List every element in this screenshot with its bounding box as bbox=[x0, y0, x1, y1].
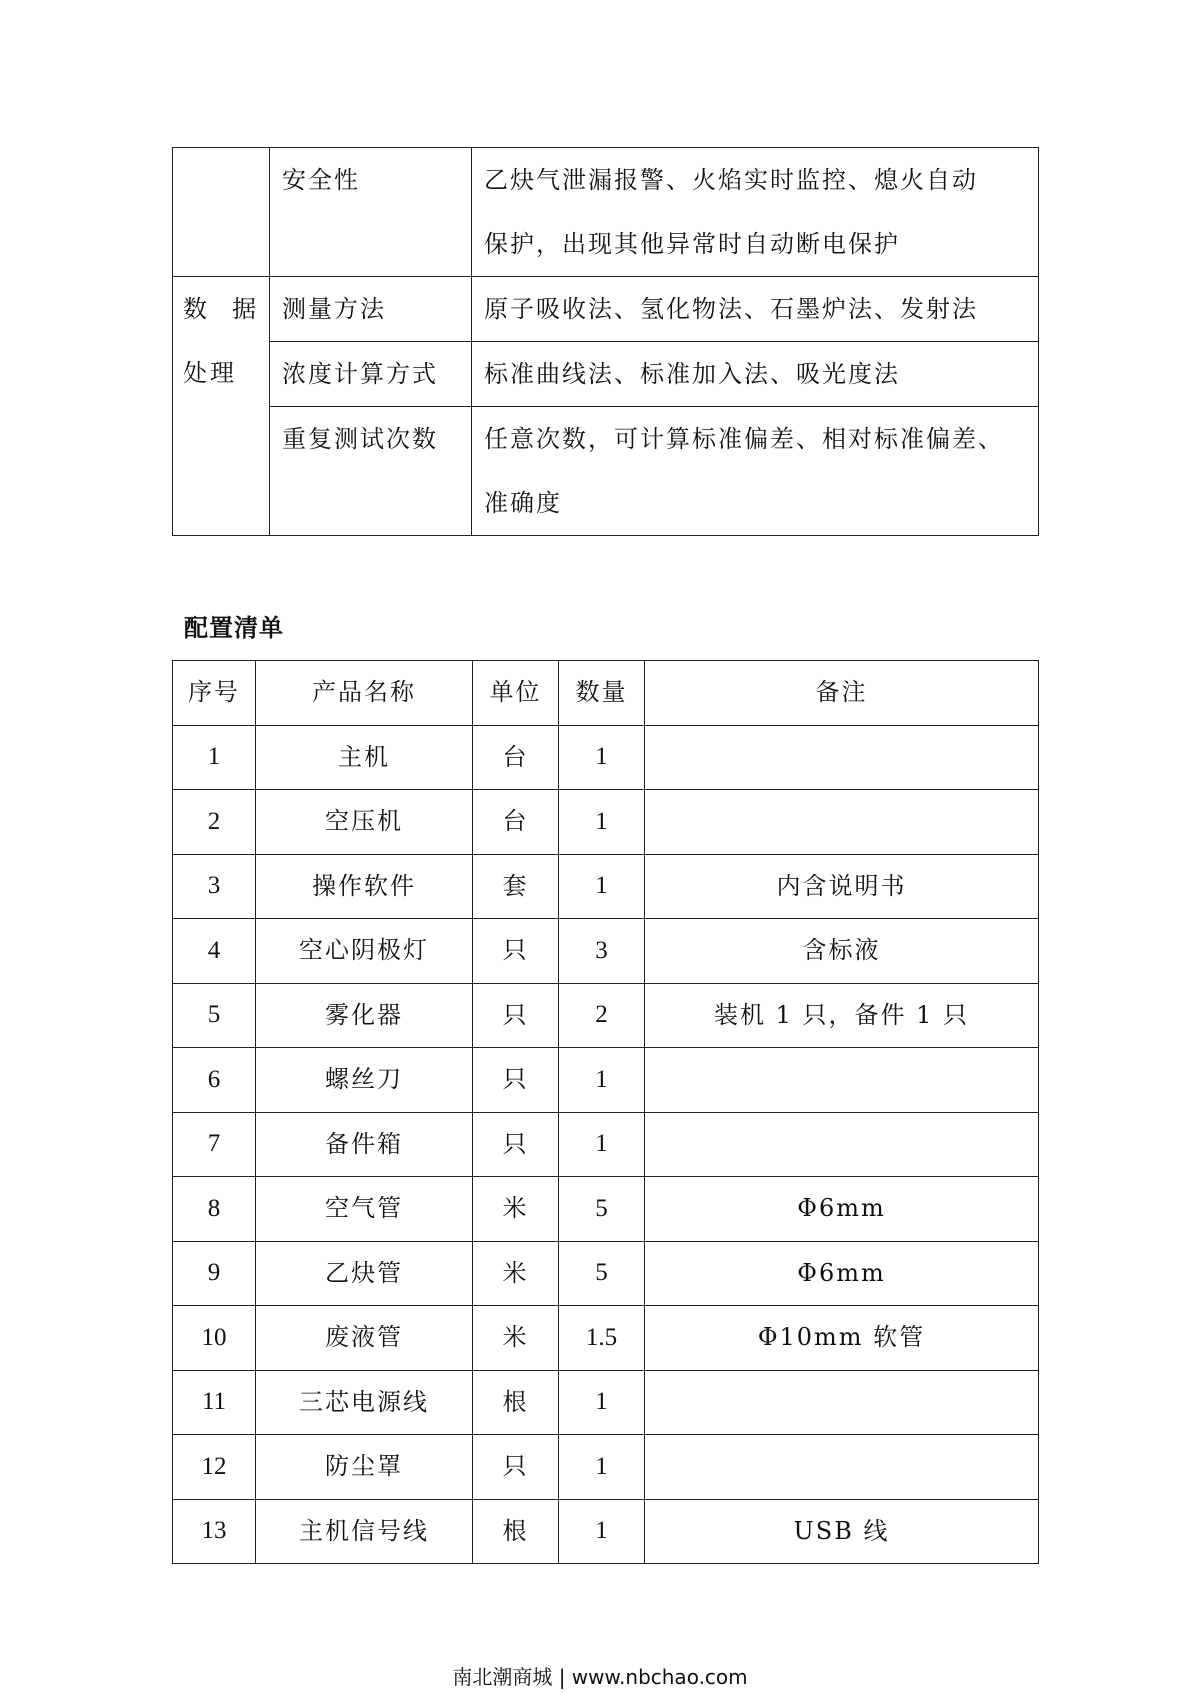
config-table bbox=[172, 660, 1039, 1564]
table-row bbox=[173, 725, 1039, 790]
cell-no: 13 bbox=[173, 1499, 256, 1564]
cell-qty: 1 bbox=[559, 1112, 645, 1177]
cell-unit: 米 bbox=[473, 1241, 559, 1306]
table-row bbox=[173, 1370, 1039, 1435]
spec-table bbox=[172, 147, 1039, 536]
cell-no: 6 bbox=[173, 1048, 256, 1113]
spec-item-desc bbox=[472, 148, 1039, 277]
spec-group-line2: 处理 bbox=[183, 359, 237, 387]
cell-name: 空气管 bbox=[256, 1177, 473, 1242]
table-row bbox=[173, 919, 1039, 984]
table-row bbox=[173, 1435, 1039, 1500]
spec-item-label: 测量方法 bbox=[270, 277, 472, 342]
cell-remark bbox=[645, 1112, 1039, 1177]
cell-no: 12 bbox=[173, 1435, 256, 1500]
cell-name: 防尘罩 bbox=[256, 1435, 473, 1500]
col-header-qty: 数量 bbox=[559, 661, 645, 726]
cell-qty: 3 bbox=[559, 919, 645, 984]
cell-unit: 根 bbox=[473, 1499, 559, 1564]
col-header-no: 序号 bbox=[173, 661, 256, 726]
spec-row-calc bbox=[173, 342, 1039, 407]
cell-no: 2 bbox=[173, 790, 256, 855]
spec-desc-line: 原子吸收法、氢化物法、石墨炉法、发射法 bbox=[484, 295, 978, 323]
cell-no: 10 bbox=[173, 1306, 256, 1371]
cell-qty: 5 bbox=[559, 1177, 645, 1242]
spec-group-char: 据 bbox=[232, 295, 259, 323]
cell-remark bbox=[645, 790, 1039, 855]
spec-item-desc bbox=[472, 277, 1039, 342]
table-row bbox=[173, 1241, 1039, 1306]
cell-qty: 1 bbox=[559, 1435, 645, 1500]
spec-item-label: 浓度计算方式 bbox=[270, 342, 472, 407]
table-row bbox=[173, 1306, 1039, 1371]
table-row bbox=[173, 790, 1039, 855]
cell-qty: 1 bbox=[559, 1048, 645, 1113]
cell-unit: 只 bbox=[473, 1435, 559, 1500]
cell-qty: 2 bbox=[559, 983, 645, 1048]
spec-desc-line: 保护，出现其他异常时自动断电保护 bbox=[484, 230, 900, 258]
cell-name: 空压机 bbox=[256, 790, 473, 855]
cell-remark: 含标液 bbox=[645, 919, 1039, 984]
table-row bbox=[173, 1112, 1039, 1177]
cell-no: 4 bbox=[173, 919, 256, 984]
cell-no: 9 bbox=[173, 1241, 256, 1306]
cell-name: 备件箱 bbox=[256, 1112, 473, 1177]
cell-remark: Φ6mm bbox=[645, 1177, 1039, 1242]
spec-item-label: 安全性 bbox=[270, 148, 472, 277]
cell-unit: 套 bbox=[473, 854, 559, 919]
table-row bbox=[173, 854, 1039, 919]
table-row bbox=[173, 1177, 1039, 1242]
cell-unit: 只 bbox=[473, 1048, 559, 1113]
cell-no: 8 bbox=[173, 1177, 256, 1242]
config-header-row bbox=[173, 661, 1039, 726]
spec-desc-line: 任意次数，可计算标准偏差、相对标准偏差、 bbox=[484, 425, 1004, 453]
spec-item-desc bbox=[472, 407, 1039, 536]
col-header-name: 产品名称 bbox=[256, 661, 473, 726]
cell-remark bbox=[645, 1370, 1039, 1435]
cell-unit: 米 bbox=[473, 1306, 559, 1371]
cell-name: 主机 bbox=[256, 725, 473, 790]
cell-unit: 根 bbox=[473, 1370, 559, 1435]
cell-qty: 1 bbox=[559, 854, 645, 919]
spec-row-repeat bbox=[173, 407, 1039, 536]
cell-qty: 1.5 bbox=[559, 1306, 645, 1371]
spec-row-safety bbox=[173, 148, 1039, 277]
cell-name: 空心阴极灯 bbox=[256, 919, 473, 984]
page-footer: 南北潮商城 | www.nbchao.com bbox=[452, 1665, 748, 1689]
cell-remark bbox=[645, 725, 1039, 790]
cell-name: 废液管 bbox=[256, 1306, 473, 1371]
spec-desc-line: 乙炔气泄漏报警、火焰实时监控、熄火自动 bbox=[484, 166, 978, 194]
cell-name: 操作软件 bbox=[256, 854, 473, 919]
cell-name: 螺丝刀 bbox=[256, 1048, 473, 1113]
table-row bbox=[173, 983, 1039, 1048]
col-header-remark: 备注 bbox=[645, 661, 1039, 726]
table-row bbox=[173, 1499, 1039, 1564]
spec-group-data-processing bbox=[173, 277, 270, 536]
cell-no: 7 bbox=[173, 1112, 256, 1177]
cell-no: 5 bbox=[173, 983, 256, 1048]
cell-remark bbox=[645, 1435, 1039, 1500]
cell-no: 1 bbox=[173, 725, 256, 790]
cell-name: 乙炔管 bbox=[256, 1241, 473, 1306]
cell-remark: Φ6mm bbox=[645, 1241, 1039, 1306]
cell-no: 11 bbox=[173, 1370, 256, 1435]
col-header-unit: 单位 bbox=[473, 661, 559, 726]
spec-row-method bbox=[173, 277, 1039, 342]
table-row bbox=[173, 1048, 1039, 1113]
spec-item-label: 重复测试次数 bbox=[270, 407, 472, 536]
cell-qty: 1 bbox=[559, 1370, 645, 1435]
spec-group-char: 数 bbox=[183, 295, 210, 323]
cell-unit: 只 bbox=[473, 919, 559, 984]
cell-name: 主机信号线 bbox=[256, 1499, 473, 1564]
cell-remark: 内含说明书 bbox=[645, 854, 1039, 919]
spec-group-empty bbox=[173, 148, 270, 277]
cell-qty: 1 bbox=[559, 1499, 645, 1564]
config-heading: 配置清单 bbox=[184, 614, 284, 642]
cell-qty: 1 bbox=[559, 725, 645, 790]
cell-no: 3 bbox=[173, 854, 256, 919]
cell-unit: 只 bbox=[473, 1112, 559, 1177]
cell-remark bbox=[645, 1048, 1039, 1113]
cell-unit: 只 bbox=[473, 983, 559, 1048]
cell-remark: 装机 1 只，备件 1 只 bbox=[645, 983, 1039, 1048]
cell-unit: 米 bbox=[473, 1177, 559, 1242]
spec-desc-line: 标准曲线法、标准加入法、吸光度法 bbox=[484, 360, 900, 388]
spec-item-desc bbox=[472, 342, 1039, 407]
cell-qty: 5 bbox=[559, 1241, 645, 1306]
cell-unit: 台 bbox=[473, 725, 559, 790]
cell-qty: 1 bbox=[559, 790, 645, 855]
spec-desc-line: 准确度 bbox=[484, 489, 562, 517]
spec-group-line1 bbox=[183, 277, 259, 341]
cell-name: 三芯电源线 bbox=[256, 1370, 473, 1435]
cell-remark: USB 线 bbox=[645, 1499, 1039, 1564]
cell-remark: Φ10mm 软管 bbox=[645, 1306, 1039, 1371]
cell-name: 雾化器 bbox=[256, 983, 473, 1048]
cell-unit: 台 bbox=[473, 790, 559, 855]
config-body bbox=[173, 725, 1039, 1564]
